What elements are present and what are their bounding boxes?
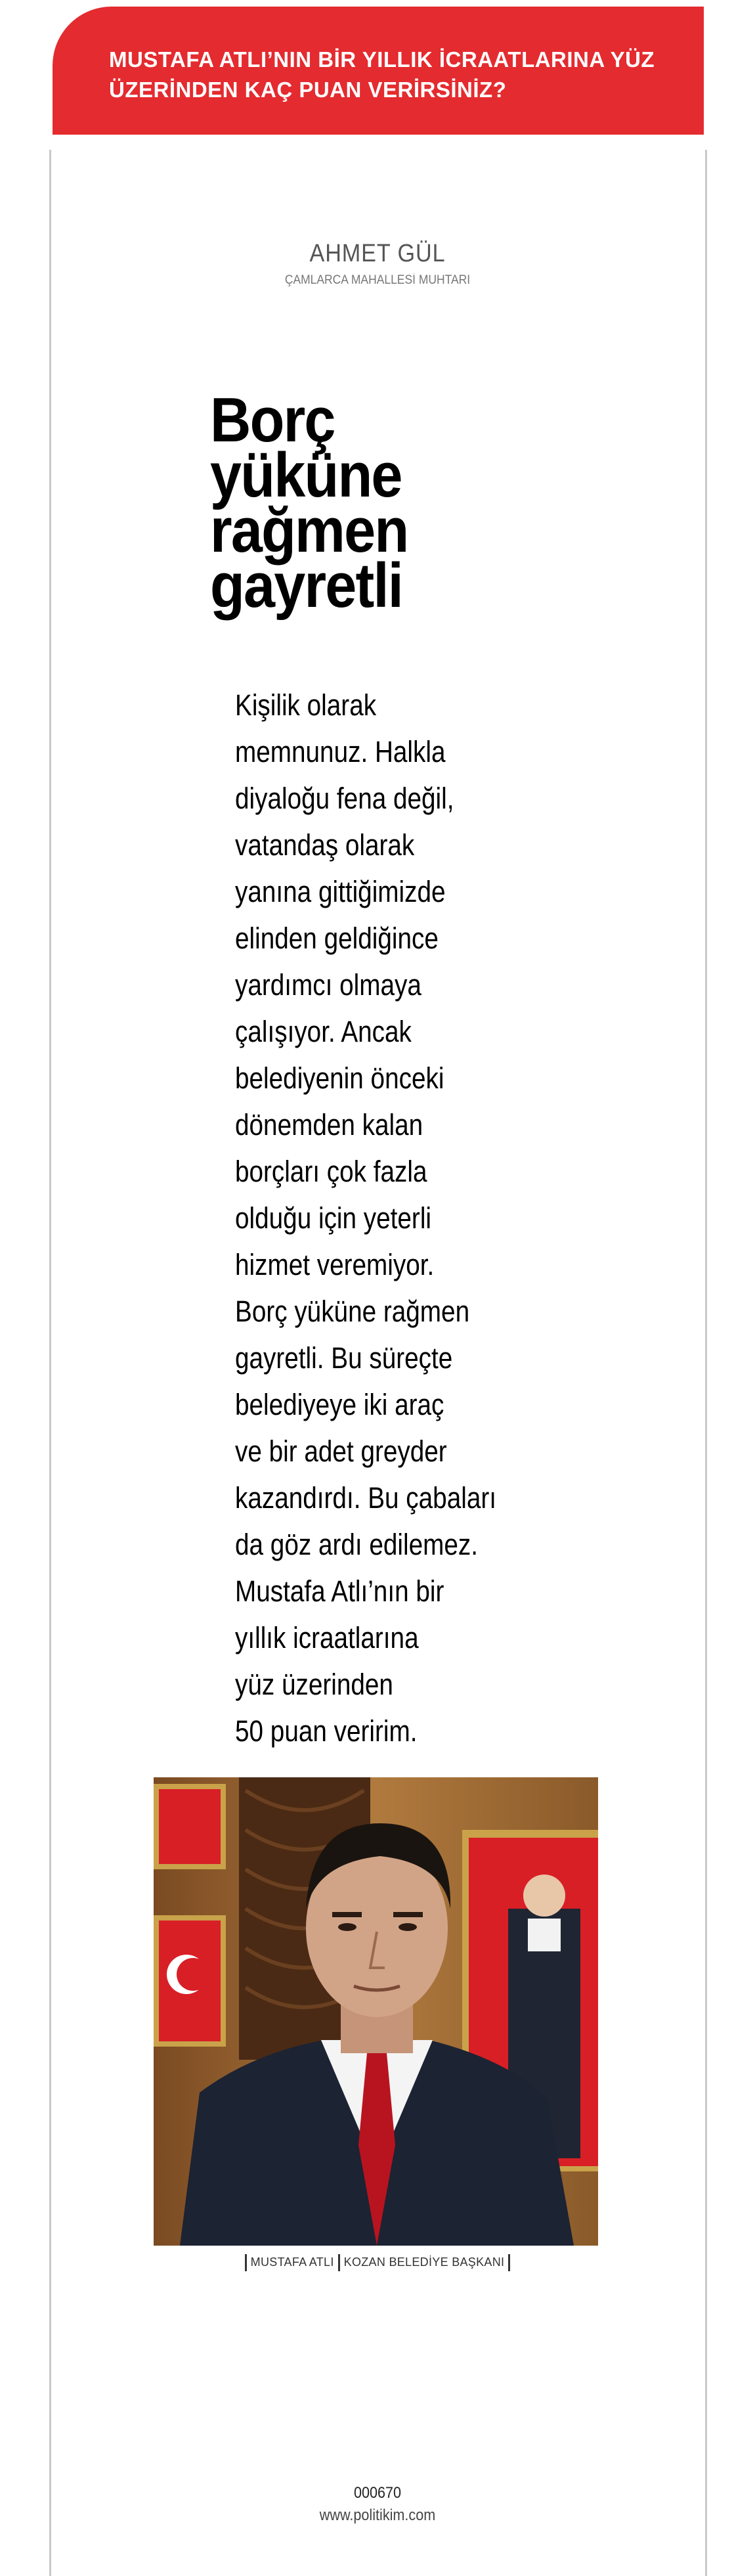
headline-line: yüküne — [210, 440, 402, 510]
body-line: elinden geldiğince — [235, 922, 439, 955]
body-line: çalışıyor. Ancak — [235, 1015, 412, 1048]
author-block — [0, 239, 755, 288]
author-name: AHMET GÜL — [309, 240, 446, 267]
headline — [210, 385, 482, 621]
body-line: belediyenin önceki — [235, 1061, 444, 1095]
headline-line: gayretli — [210, 550, 402, 621]
portrait-illustration — [154, 1777, 598, 2246]
page-number: 000670 — [353, 2484, 402, 2502]
page-footer — [0, 2484, 755, 2525]
article-body — [235, 682, 528, 1754]
caption-title: KOZAN BELEDİYE BAŞKANI — [343, 2255, 505, 2269]
headline-line: Borç — [210, 385, 335, 455]
page-frame-left — [49, 150, 51, 2576]
body-line: kazandırdı. Bu çabaları — [235, 1481, 496, 1515]
author-role: ÇAMLARCA MAHALLESİ MUHTARI — [284, 273, 471, 287]
body-line: Borç yüküne rağmen — [235, 1295, 470, 1328]
body-line: yardımcı olmaya — [235, 968, 421, 1002]
body-line: Mustafa Atlı’nın bir — [235, 1574, 444, 1608]
headline-line: rağmen — [210, 495, 408, 566]
body-line: dönemden kalan — [235, 1108, 423, 1142]
body-line: yanına gittiğimizde — [235, 875, 446, 908]
body-line: olduğu için yeterli — [235, 1201, 432, 1235]
page-frame-right — [705, 150, 707, 2576]
body-line: hizmet veremiyor. — [235, 1248, 435, 1281]
body-line: Kişilik olarak — [235, 688, 377, 722]
body-line: gayretli. Bu süreçte — [235, 1341, 453, 1375]
banner-title: MUSTAFA ATLI’NIN BİR YILLIK İCRAATLARINA YÜZ ÜZERİNDEN KAÇ PUAN VERİRSİNİZ? — [109, 47, 655, 102]
portrait-photo — [154, 1777, 598, 2246]
website-link[interactable]: www.politikim.com — [319, 2506, 436, 2524]
body-line: memnunuz. Halkla — [235, 735, 446, 768]
caption-divider — [338, 2254, 340, 2271]
caption-divider — [245, 2254, 247, 2271]
body-line: belediyeye iki araç — [235, 1388, 444, 1421]
body-line: yüz üzerinden — [235, 1668, 393, 1701]
body-line: yıllık icraatlarına — [235, 1621, 419, 1654]
caption-divider — [508, 2254, 510, 2271]
body-line: borçları çok fazla — [235, 1155, 427, 1188]
top-banner — [53, 7, 704, 135]
caption-name: MUSTAFA ATLI — [250, 2255, 334, 2269]
body-line: vatandaş olarak — [235, 828, 415, 862]
body-line: diyaloğu fena değil, — [235, 782, 454, 815]
body-line: da göz ardı edilemez. — [235, 1528, 479, 1561]
body-line: 50 puan veririm. — [235, 1714, 418, 1748]
body-line: ve bir adet greyder — [235, 1434, 447, 1468]
photo-caption — [0, 2254, 755, 2271]
